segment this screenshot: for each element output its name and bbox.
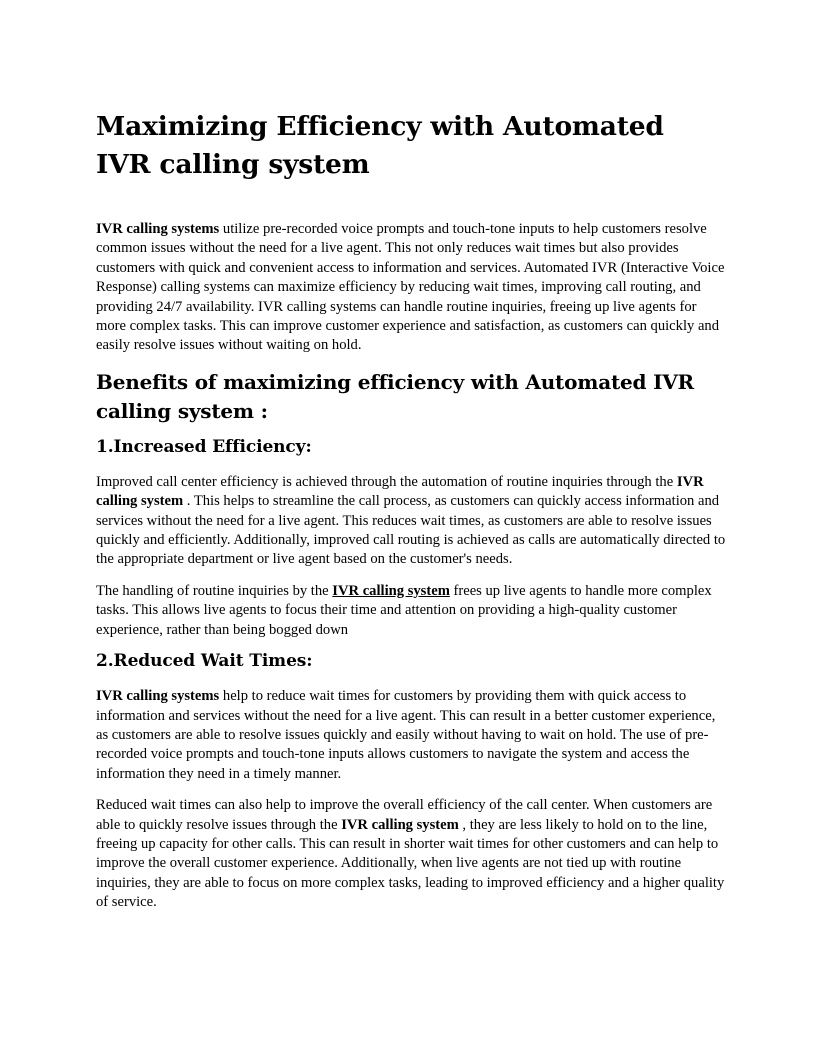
page-title: Maximizing Efficiency with Automated IVR calling system <box>96 111 664 180</box>
section1-heading: 1.Increased Efficiency: <box>96 436 312 457</box>
section2-p2-after: , they are less likely to hold on to the line, freeing up capacity for other calls. This can result in shorter wait times for other customers and can help to improve the overall customer experience. Additionally, when live agents are not tied up with routine inquiries, they are able to focus on more complex tasks, leading to improved efficiency and a higher quality of service. <box>96 816 725 911</box>
section1-p2-after: frees up live agents to handle more complex tasks. This allows live agents to focus their time and attention on providing a high-quality customer experience, rather than being bogged down <box>96 582 712 638</box>
section1-paragraph-1 <box>96 473 726 570</box>
intro-text: utilize pre-recorded voice prompts and touch-tone inputs to help customers resolve common issues without the need for a live agent. This not only reduces wait times but also provides customers with quick and convenient access to information and services. Automated IVR (Interactive Voice Response) calling systems can maximize efficiency by reducing wait times, improving call routing, and providing 24/7 availability. IVR calling systems can handle routine inquiries, freeing up live agents for more complex tasks. This can improve customer experience and satisfaction, as customers can quickly and easily resolve issues without waiting on hold. <box>96 221 725 354</box>
section2-paragraph-1 <box>96 687 726 784</box>
section1-p2-before: The handling of routine inquiries by the <box>96 582 333 599</box>
section1-p1-before: Improved call center efficiency is achieved through the automation of routine inquiries through the <box>96 473 677 490</box>
section2-paragraph-2 <box>96 796 726 912</box>
section2-p1-bold: IVR calling systems <box>96 688 220 705</box>
section2-p2-bold: IVR calling system <box>341 816 459 833</box>
section2-p1-after: help to reduce wait times for customers by providing them with quick access to information and services without the need for a live agent. This can result in a better customer experience, as customers are able to resolve issues quickly and easily without having to wait on hold. The use of pre-recorded voice prompts and touch-tone inputs allows customers to navigate the system and access the information they need in a timely manner. <box>96 688 716 782</box>
ivr-calling-system-link[interactable]: IVR calling system <box>332 582 450 599</box>
section1-paragraph-2 <box>96 582 726 640</box>
section1-p1-bold: IVR calling system <box>96 473 704 510</box>
section1-p1-after: . This helps to streamline the call process, as customers can quickly access information and services without the need for a live agent. This reduces wait times, as customers are able to resolve issues quickly and efficiently. Additionally, improved call routing is achieved as calls are automatically directed to the appropriate department or live agent based on the customer's needs. <box>96 493 726 568</box>
benefits-heading: Benefits of maximizing efficiency with Automated IVR calling system : <box>96 369 694 423</box>
section2-heading: 2.Reduced Wait Times: <box>96 651 313 672</box>
intro-lead-bold: IVR calling systems <box>96 221 220 237</box>
section2-p2-before: Reduced wait times can also help to improve the overall efficiency of the call center. When customers are able to quickly resolve issues through the <box>96 797 713 833</box>
document-page <box>96 108 726 913</box>
intro-paragraph <box>96 220 726 356</box>
